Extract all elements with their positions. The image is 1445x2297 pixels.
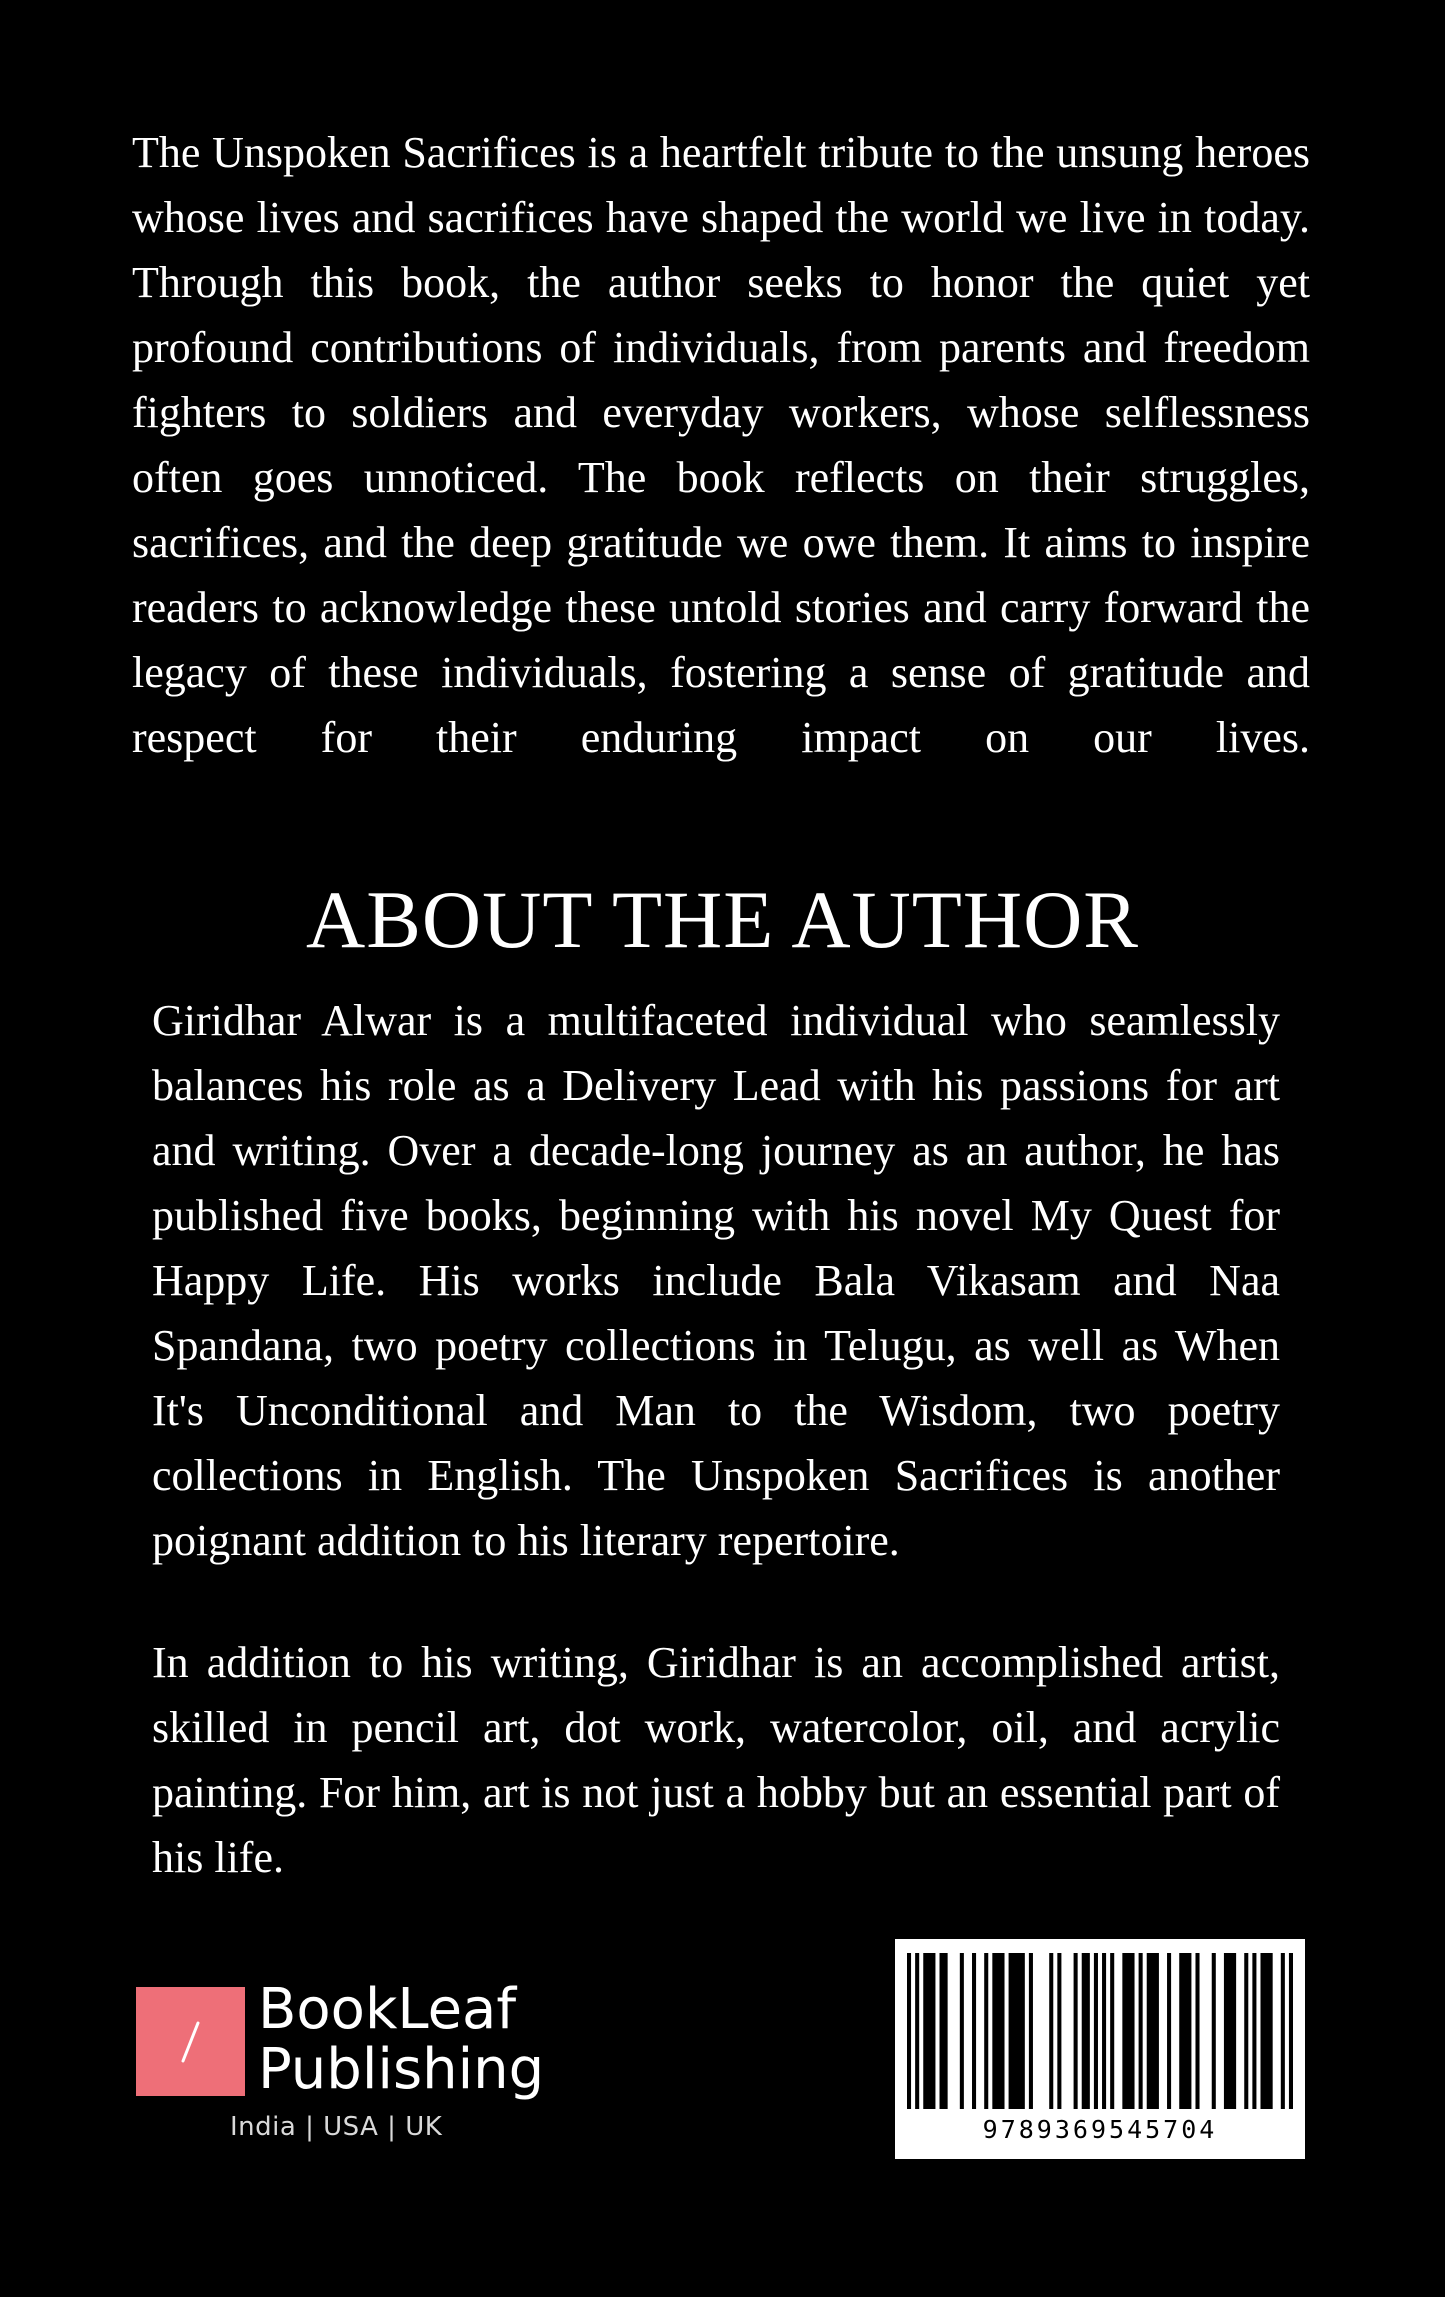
barcode-bar (1212, 1953, 1216, 2109)
barcode-bar (1110, 1953, 1114, 2109)
barcode-bar (1260, 1953, 1272, 2109)
barcode-bar (1289, 1953, 1293, 2109)
barcode-bar (1244, 1953, 1248, 2109)
barcode-bar (940, 1953, 948, 2109)
publisher-logo-icon (136, 1987, 245, 2096)
barcode-bar (1139, 1953, 1143, 2109)
barcode-bar (1147, 1953, 1159, 2109)
barcode-bar (1074, 1953, 1078, 2109)
barcode-bar (1122, 1953, 1134, 2109)
barcode-bar (923, 1953, 935, 2109)
barcode-bars (907, 1953, 1293, 2109)
publisher-regions: India | USA | UK (230, 2112, 443, 2142)
barcode-bar (1195, 1953, 1199, 2109)
barcode-bar (1029, 1953, 1033, 2109)
barcode-bar (984, 1953, 988, 2109)
barcode-bar (960, 1953, 964, 2109)
barcode-bar (1224, 1953, 1236, 2109)
author-bio-paragraph: Giridhar Alwar is a multifaceted individual who seamlessly balances his role as a Delivery Lead with his passions for art and writing. Over a decade-long journey as an author, he has published five books, beginning with his novel My Quest for Happy Life. His works include Bala Vikasam and Naa Spandana, two poetry collections in Telugu, as well as When It's Unconditional and Man to the Wisdom, two poetry collections in English. The Unspoken Sacrifices is another poignant addition to his literary repertoire. (152, 996, 1280, 1565)
barcode-bar (1009, 1953, 1025, 2109)
about-the-author-heading: ABOUT THE AUTHOR (306, 874, 1139, 965)
publisher-name (258, 1977, 545, 2102)
isbn-number: 9789369545704 (982, 2115, 1218, 2144)
barcode-bar (1082, 1953, 1090, 2109)
publisher-name-line-1: BookLeaf (258, 1977, 517, 2042)
barcode-bar (915, 1953, 919, 2109)
barcode-bar (1049, 1953, 1053, 2109)
barcode-bar (1057, 1953, 1061, 2109)
barcode-bar (972, 1953, 976, 2109)
author-bio-paragraph: In addition to his writing, Giridhar is an accomplished artist, skilled in pencil art, dot work, watercolor, oil, and acrylic painting. For him, art is not just a hobby but an essential part of his life. (152, 1638, 1280, 1882)
barcode-bar (1281, 1953, 1285, 2109)
isbn-barcode (895, 1939, 1305, 2159)
barcode-bar (1167, 1953, 1171, 2109)
barcode-bar (1094, 1953, 1098, 2109)
barcode-bar (907, 1953, 911, 2109)
publisher-name-line-2: Publishing (258, 2037, 545, 2102)
barcode-bar (1179, 1953, 1191, 2109)
back-cover-blurb: The Unspoken Sacrifices is a heartfelt tribute to the unsung heroes whose lives and sacrifices have shaped the world we live in today. Through this book, the author seeks to honor the quiet yet profound contributions of individuals, from parents and freedom fighters to soldiers and everyday workers, whose selflessness often goes unnoticed. The book reflects on their struggles, sacrifices, and the deep gratitude we owe them. It aims to inspire readers to acknowledge these untold stories and carry forward the legacy of these individuals, fostering a sense of gratitude and respect for their enduring impact on our lives. (132, 128, 1310, 762)
barcode-bar (992, 1953, 1004, 2109)
barcode-bar (1252, 1953, 1256, 2109)
barcode-bar (1102, 1953, 1106, 2109)
